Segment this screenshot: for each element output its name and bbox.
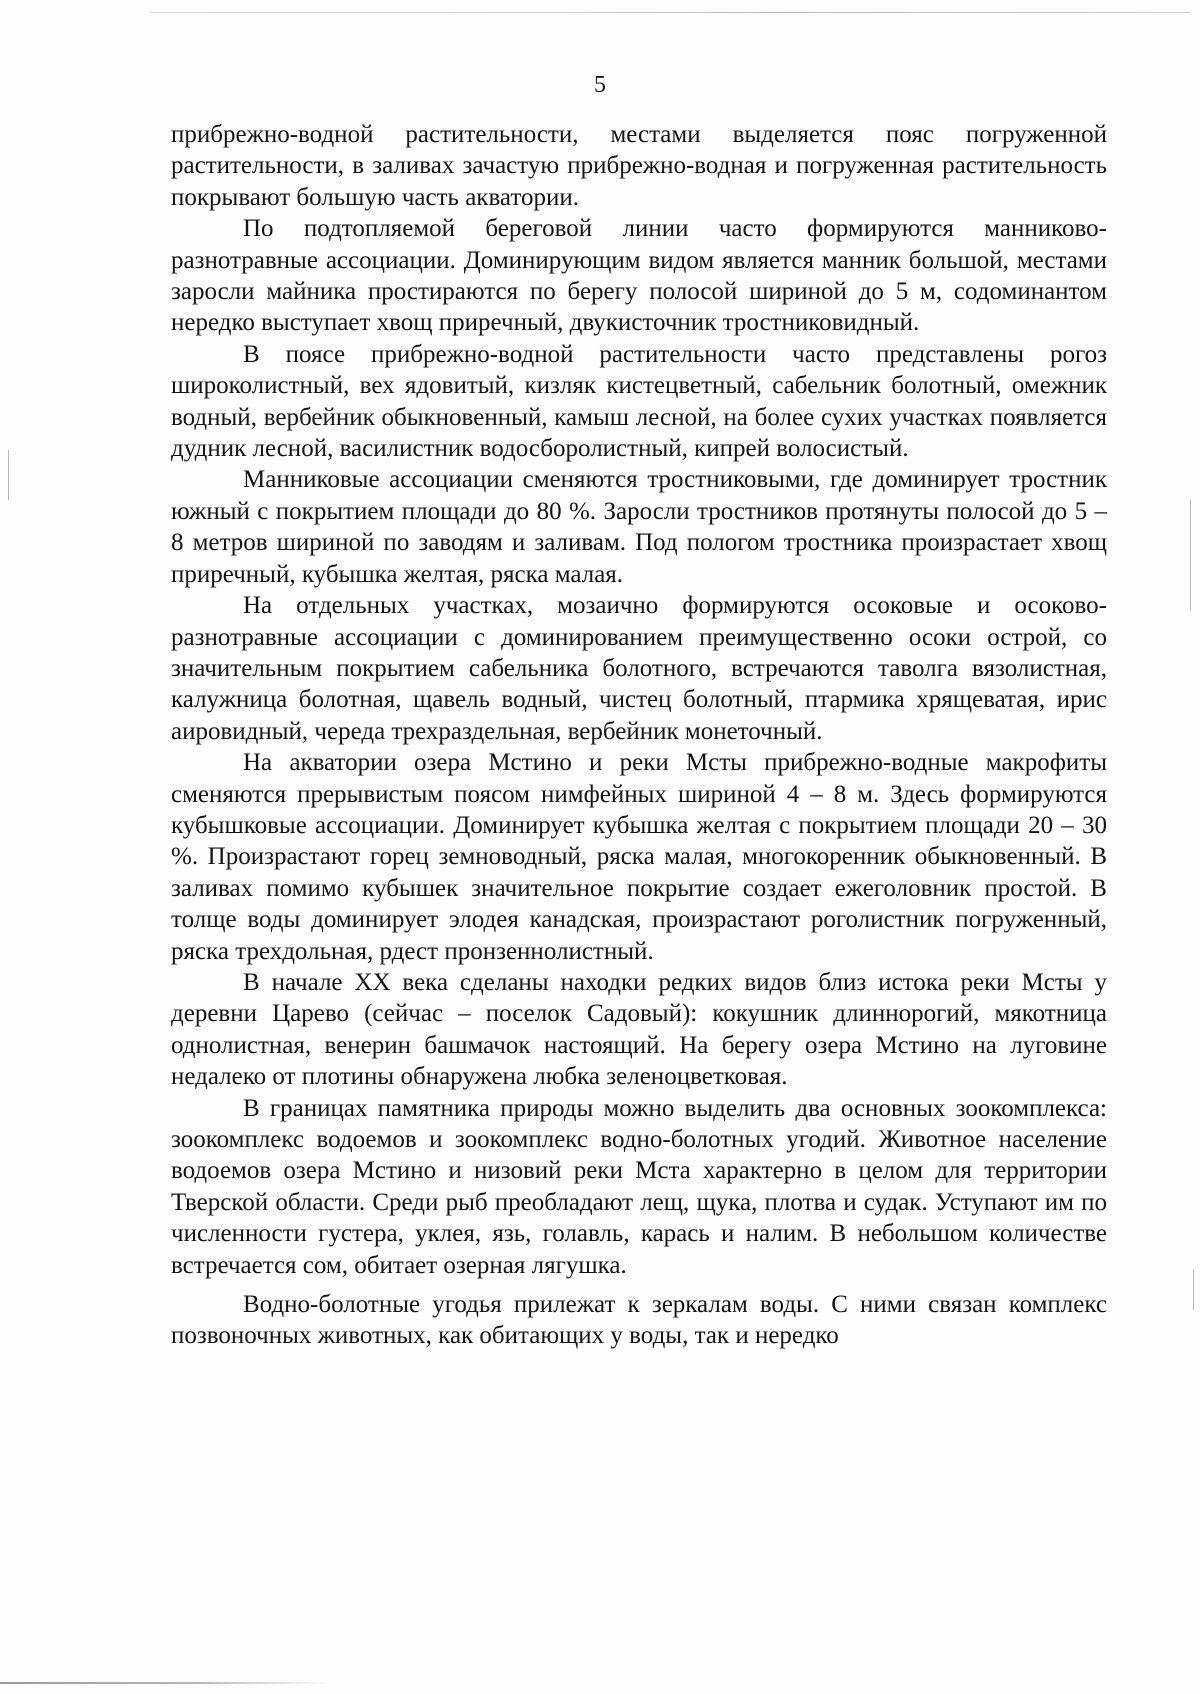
- scan-edge-mark: [1190, 500, 1191, 610]
- page-number: 5: [594, 72, 606, 98]
- paragraph: В поясе прибрежно-водной растительности часто представлены рогоз широколистный, вех ядовитый, кизляк кистецветный, сабельник болотный, омежник водный, вербейник обыкновенный, камыш лесной, на более сухих участках появляется дудник лесной, василистник водосборолистный, кипрей волосистый.: [171, 340, 1107, 463]
- paragraph: На акватории озера Мстино и реки Мсты прибрежно-водные макрофиты сменяются прерывистым поясом нимфейных шириной 4 – 8 м. Здесь формируются кубышковые ассоциации. Доминирует кубышка желтая с покрытием площади 20 – 30 %. Произрастают горец земноводный, ряска малая, многокоренник обыкновенный. В заливах помимо кубышек значительное покрытие создает ежеголовник простой. В толще воды доминирует элодея канадская, произрастают роголистник погруженный, ряска трехдольная, рдест пронзеннолистный.: [171, 749, 1107, 965]
- paragraph: В начале XX века сделаны находки редких видов близ истока реки Мсты у деревни Царево (сейчас – поселок Садовый): кокушник длиннорогий, мякотница однолистная, венерин башмачок настоящий. На берегу озера Мстино на луговине недалеко от плотины обнаружена любка зеленоцветковая.: [171, 968, 1107, 1091]
- paragraph: На отдельных участках, мозаично формируются осоковые и осоково-разнотравные ассоциации с доминированием преимущественно осоки острой, со значительным покрытием сабельника болотного, встречаются таволга вязолистная, калужница болотная, щавель водный, чистец болотный, птармика хрящеватая, ирис аировидный, череда трехраздельная, вербейник монеточный.: [171, 592, 1107, 745]
- document-body: [171, 119, 1107, 1352]
- paragraph: По подтопляемой береговой линии часто формируются манниково-разнотравные ассоциации. Доминирующим видом является манник большой, местами заросли майника простираются по берегу полосой шириной до 5 м, содоминантом нередко выступает хвощ приречный, двукисточник тростниковидный.: [171, 215, 1107, 337]
- scan-edge-mark: [1193, 1270, 1194, 1310]
- scan-edge-line-bottom: [0, 1682, 330, 1684]
- paragraph: В границах памятника природы можно выделить два основных зоокомплекса: зоокомплекс водоемов и зоокомплекс водно-болотных угодий. Животное население водоемов озера Мстино и низовий реки Мста характерно в целом для территории Тверской области. Среди рыб преобладают лещ, щука, плотва и судак. Уступают им по численности густера, уклея, язь, голавль, карась и налим. В небольшом количестве встречается сом, обитает озерная лягушка.: [171, 1094, 1107, 1279]
- paragraph: Манниковые ассоциации сменяются тростниковыми, где доминирует тростник южный с покрытием площади до 80 %. Заросли тростников протянуты полосой до 5 – 8 метров шириной по заводям и заливам. Под пологом тростника произрастает хвощ приречный, кубышка желтая, ряска малая.: [171, 466, 1107, 588]
- scan-edge-line-top: [150, 12, 1190, 13]
- paragraph: Водно-болотные угодья прилежат к зеркалам воды. С ними связан комплекс позвоночных животных, как обитающих у воды, так и нередко: [171, 1291, 1107, 1350]
- paragraph: прибрежно-водной растительности, местами выделяется пояс погруженной растительности, в заливах зачастую прибрежно-водная и погруженная растительность покрывают большую часть акватории.: [171, 121, 1107, 211]
- scan-edge-mark: [8, 450, 9, 500]
